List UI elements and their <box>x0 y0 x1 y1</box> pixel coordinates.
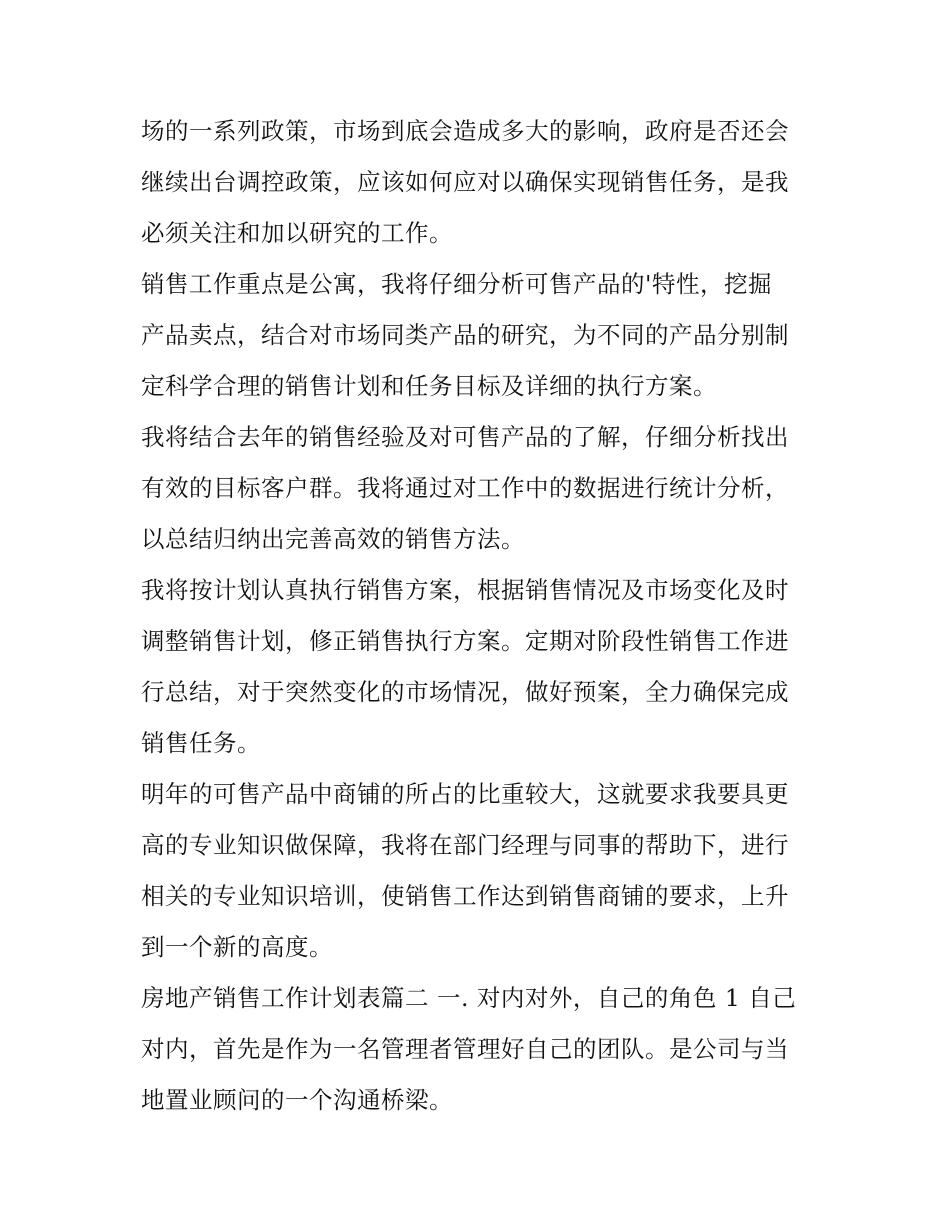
document-body <box>141 106 821 1126</box>
text-line: 销售任务。 <box>141 729 261 757</box>
text-line: 调整销售计划，修正销售执行方案。定期对阶段性销售工作进 <box>141 627 789 655</box>
text-line: 房地产销售工作计划表篇二 一. 对内对外，自己的角色 1 自己 <box>141 984 797 1012</box>
text-line: 有效的目标客户群。我将通过对工作中的数据进行统计分析， <box>141 474 789 502</box>
text-line: 地置业顾问的一个沟通桥梁。 <box>141 1086 453 1114</box>
text-line: 以总结归纳出完善高效的销售方法。 <box>141 525 525 553</box>
text-line: 我将按计划认真执行销售方案，根据销售情况及市场变化及时 <box>141 576 789 604</box>
text-line: 必须关注和加以研究的工作。 <box>141 219 453 247</box>
text-line: 明年的可售产品中商铺的所占的比重较大，这就要求我要具更 <box>141 780 789 808</box>
text-line: 行总结，对于突然变化的市场情况，做好预案，全力确保完成 <box>141 678 789 706</box>
text-line: 相关的专业知识培训，使销售工作达到销售商铺的要求，上升 <box>141 882 789 910</box>
text-line: 到一个新的高度。 <box>141 933 333 961</box>
text-line: 场的一系列政策，市场到底会造成多大的影响，政府是否还会 <box>141 117 789 145</box>
text-line: 销售工作重点是公寓，我将仔细分析可售产品的'特性，挖掘 <box>141 270 772 298</box>
text-line: 产品卖点，结合对市场同类产品的研究，为不同的产品分别制 <box>141 321 789 349</box>
text-line: 我将结合去年的销售经验及对可售产品的了解，仔细分析找出 <box>141 423 789 451</box>
text-line: 对内，首先是作为一名管理者管理好自己的团队。是公司与当 <box>141 1035 789 1063</box>
text-line: 继续出台调控政策，应该如何应对以确保实现销售任务，是我 <box>141 168 789 196</box>
text-line: 高的专业知识做保障，我将在部门经理与同事的帮助下，进行 <box>141 831 789 859</box>
text-line: 定科学合理的销售计划和任务目标及详细的执行方案。 <box>141 372 717 400</box>
